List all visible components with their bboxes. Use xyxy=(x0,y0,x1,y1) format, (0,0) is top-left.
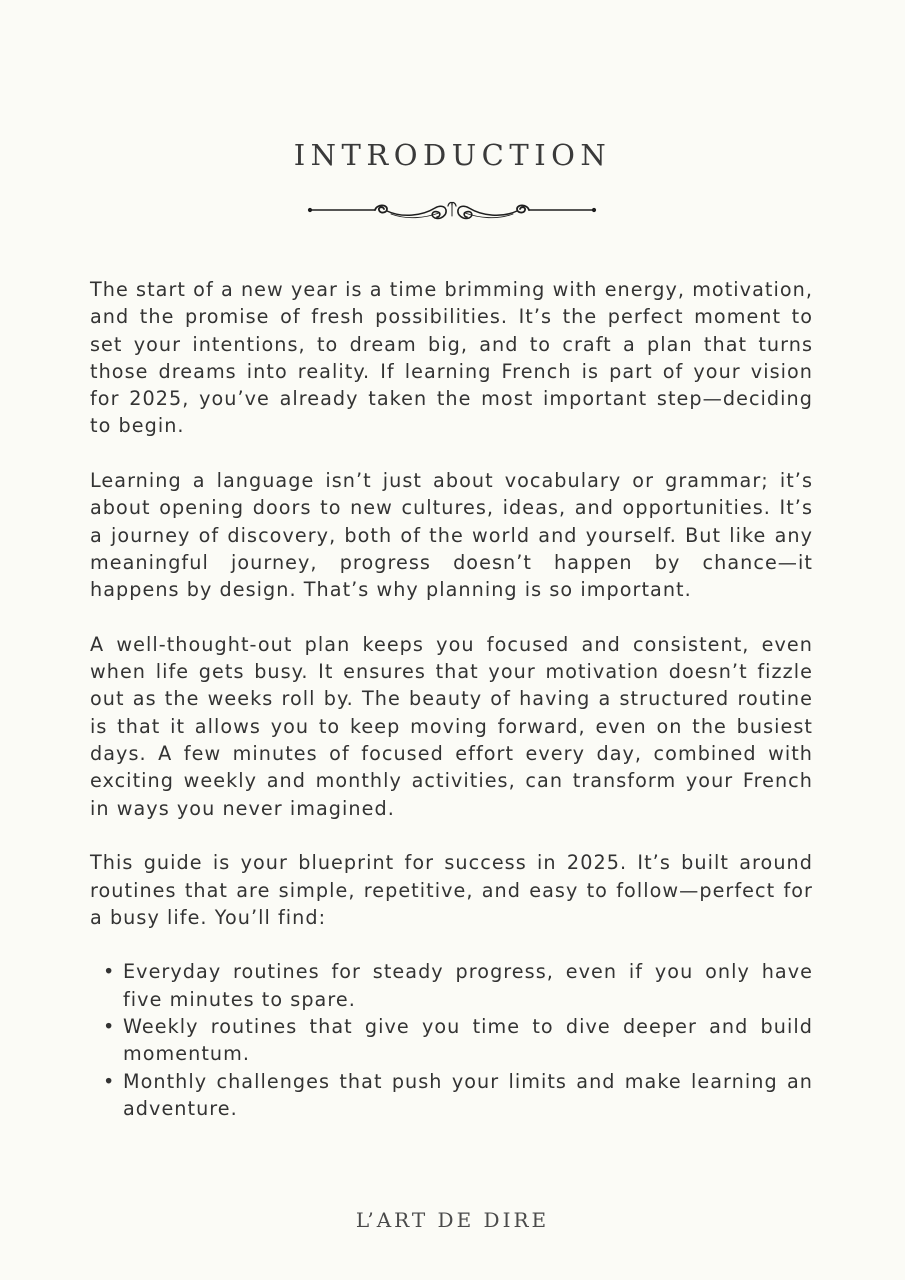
list-item-text: Weekly routines that give you time to dive deeper and build momentum. xyxy=(123,1015,813,1066)
list-item-text: Monthly challenges that push your limits and make learning an adventure. xyxy=(123,1069,813,1120)
paragraph: A well-thought-out plan keeps you focused and consistent, even when life gets busy. It ensures that your motivation doesn’t fizzle out as the weeks roll by. The beauty of having a structured routine is that it allows you to keep moving forward, even on the busiest days. A few minutes of focused effort every day, combined with exciting weekly and monthly activities, can transform your French in ways you never imagined. xyxy=(90,632,813,820)
paragraph: Learning a language isn’t just about vocabulary or grammar; it’s about opening doors to new cultures, ideas, and opportunities. It’s a journey of discovery, both of the world and yourself. But like any meaningful journey, progress doesn’t happen by chance—it happens by design. That’s why planning is so important. xyxy=(90,469,813,602)
feature-list xyxy=(90,958,813,1122)
list-item xyxy=(103,1068,813,1123)
bullet-icon: • xyxy=(103,1015,116,1039)
flourish-divider-icon xyxy=(307,196,597,232)
list-item-text: Everyday routines for steady progress, even if you only have five minutes to spare. xyxy=(123,960,813,1011)
paragraph: This guide is your blueprint for success in 2025. It’s built around routines that are simple, repetitive, and easy to follow—perfect for a busy life. You’ll find: xyxy=(90,851,813,929)
footer-brand: L’ART DE DIRE xyxy=(355,1208,550,1232)
bullet-icon: • xyxy=(103,960,116,984)
body-text xyxy=(90,276,813,1122)
bullet-icon: • xyxy=(103,1069,116,1093)
list-item xyxy=(103,1013,813,1068)
paragraph: The start of a new year is a time brimming with energy, motivation, and the promise of fresh possibilities. It’s the perfect moment to set your intentions, to dream big, and to craft a plan that turns those dreams into reality. If learning French is part of your vision for 2025, you’ve already taken the most important step—deciding to begin. xyxy=(90,278,813,438)
list-item xyxy=(103,958,813,1013)
page-title: INTRODUCTION xyxy=(293,138,612,172)
